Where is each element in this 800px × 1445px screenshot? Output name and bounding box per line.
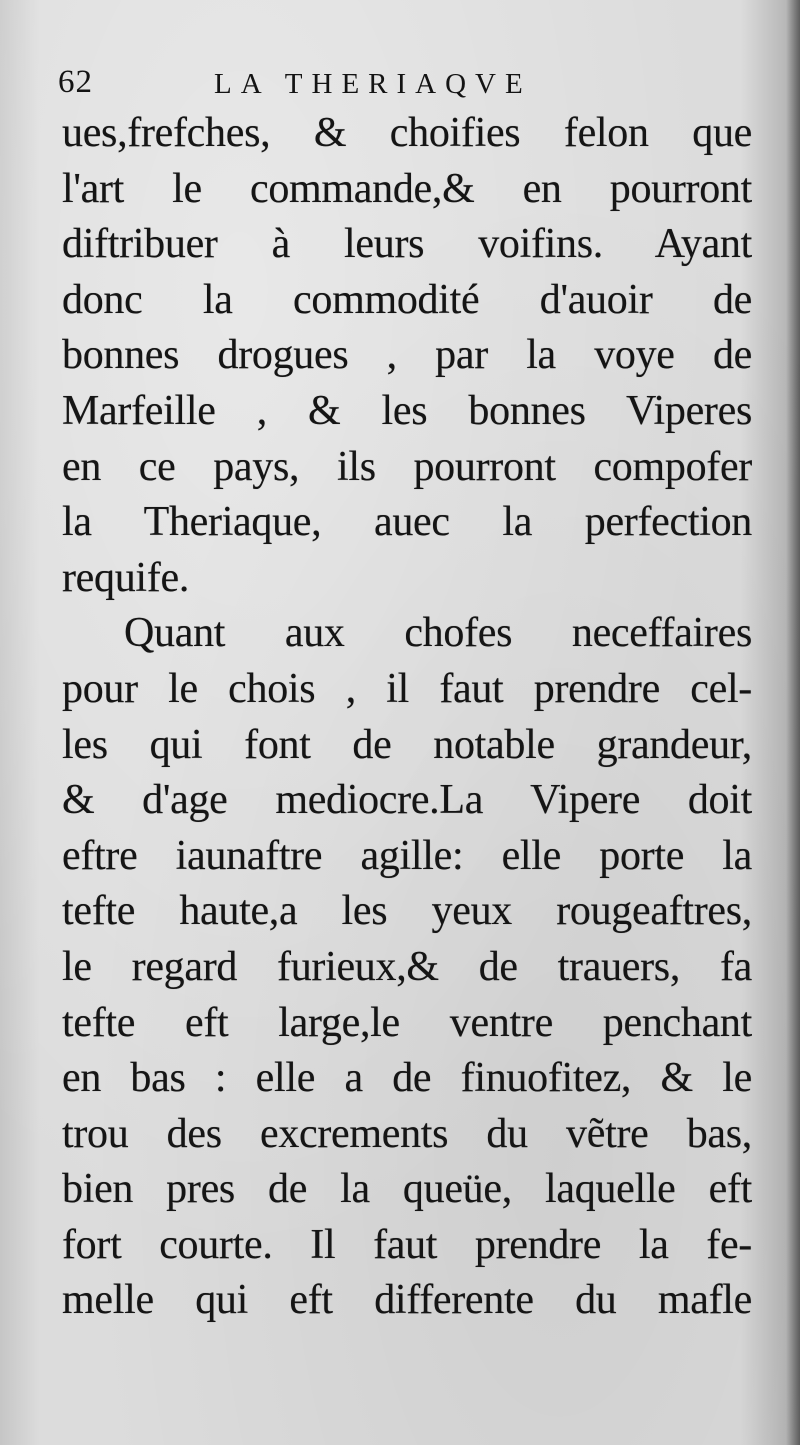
text-line: les qui font de notable grandeur, [62, 721, 752, 768]
text-line: tefte eft large,le ventre penchant [62, 999, 752, 1046]
text-line: bonnes drogues , par la voye de [62, 332, 752, 379]
text-line: pour le chois , il faut prendre cel- [62, 665, 752, 712]
paragraph-first-line: Quant aux chofes neceffaires [124, 610, 752, 657]
text-line: diftribuer à leurs voifins. Ayant [62, 221, 752, 268]
text-line: donc la commodité d'auoir de [62, 276, 752, 323]
body-text [62, 106, 752, 1329]
text-line: trou des excrements du vẽtre bas, [62, 1110, 752, 1157]
text-line: requife. [62, 554, 190, 601]
text-line: melle qui eft differente du mafle [62, 1277, 752, 1324]
text-line: en bas : elle a de finuofitez, & le [62, 1055, 752, 1102]
page-edge-shadow [786, 0, 800, 1445]
page-number: 62 [58, 64, 93, 100]
text-line: l'art le commande,& en pourront [62, 165, 752, 212]
text-line: bien pres de la queüe, laquelle eft [62, 1166, 752, 1213]
running-head [58, 58, 618, 106]
text-line: en ce pays, ils pourront compofer [62, 443, 752, 490]
text-line: la Theriaque, auec la perfection [62, 499, 752, 546]
text-line: & d'age mediocre.La Vipere doit [62, 777, 752, 824]
text-line: ues,frefches, & choifies felon que [62, 110, 752, 156]
text-line: Marfeille , & les bonnes Viperes [62, 387, 752, 434]
running-title: LA THERIAQVE [214, 68, 532, 100]
text-line: eftre iaunaftre agille: elle porte la [62, 832, 752, 879]
text-line: tefte haute,a les yeux rougeaftres, [62, 888, 752, 935]
text-line: fort courte. Il faut prendre la fe- [62, 1221, 752, 1268]
text-line: le regard furieux,& de trauers, fa [62, 943, 752, 990]
